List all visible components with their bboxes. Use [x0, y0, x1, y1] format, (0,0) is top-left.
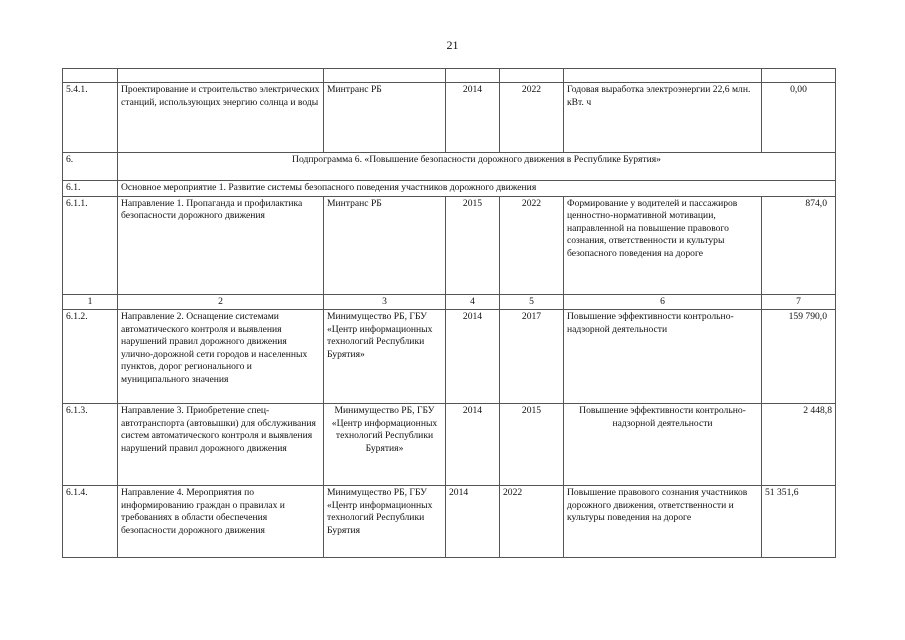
column-number: 3 [324, 294, 446, 310]
row-amount: 159 790,0 [762, 310, 836, 404]
column-number: 1 [63, 294, 118, 310]
row-start-year: 2015 [446, 196, 500, 294]
row-amount: 874,0 [762, 196, 836, 294]
row-start-year: 2014 [446, 83, 500, 153]
row-result: Годовая выработка электроэнергии 22,6 млн. кВт. ч [564, 83, 762, 153]
table-row-6-1-3 [63, 404, 836, 486]
column-number: 5 [500, 294, 564, 310]
row-code: 6.1.1. [63, 196, 118, 294]
row-name: Направление 4. Мероприятия по информированию граждан о правилах и требованиях в области обеспечения безопасности дорожного движения [118, 486, 324, 558]
table-row-6-1-4 [63, 486, 836, 558]
row-start-year: 2014 [446, 310, 500, 404]
column-number-row [63, 294, 836, 310]
row-executor: Минимущество РБ, ГБУ «Центр информационных технологий Республики Бурятия» [324, 310, 446, 404]
subprogram-title: Подпрограмма 6. «Повышение безопасности дорожного движения в Республике Бурятия» [118, 153, 836, 181]
row-result: Повышение правового сознания участников дорожного движения, ответственности и культуры поведения на дороге [564, 486, 762, 558]
row-amount: 0,00 [762, 83, 836, 153]
page-number: 21 [446, 38, 459, 52]
row-result: Повышение эффективности контрольно-надзорной деятельности [564, 404, 762, 486]
row-name: Направление 2. Оснащение системами автоматического контроля и выявления нарушений правил дорожного движения улично-дорожной сети городов и населенных пунктов, дорог регионального и муниципального значения [118, 310, 324, 404]
program-table [62, 68, 836, 558]
table-row-6-1-1 [63, 196, 836, 294]
row-executor: Минтранс РБ [324, 83, 446, 153]
table-row-6-1 [63, 181, 836, 197]
table-row-empty-top [63, 69, 836, 83]
main-activity-title: Основное мероприятие 1. Развитие системы безопасного поведения участников дорожного движения [118, 181, 836, 197]
row-name: Проектирование и строительство электрических станций, использующих энергию солнца и воды [118, 83, 324, 153]
row-amount: 2 448,8 [762, 404, 836, 486]
row-code: 5.4.1. [63, 83, 118, 153]
row-executor: Минтранс РБ [324, 196, 446, 294]
row-code: 6. [63, 153, 118, 181]
row-end-year: 2022 [500, 196, 564, 294]
row-name: Направление 3. Приобретение спец-автотранспорта (автовышки) для обслуживания систем автоматического контроля и выявления нарушений правил дорожного движения [118, 404, 324, 486]
row-end-year: 2017 [500, 310, 564, 404]
row-start-year: 2014 [446, 486, 500, 558]
column-number: 2 [118, 294, 324, 310]
row-executor: Минимущество РБ, ГБУ «Центр информационных технологий Республики Бурятия [324, 486, 446, 558]
row-start-year: 2014 [446, 404, 500, 486]
row-result: Повышение эффективности контрольно-надзорной деятельности [564, 310, 762, 404]
table-row-6 [63, 153, 836, 181]
table-row-6-1-2 [63, 310, 836, 404]
row-end-year: 2022 [500, 486, 564, 558]
table-row-5-4-1 [63, 83, 836, 153]
row-result: Формирование у водителей и пассажиров ценностно-нормативной мотивации, направленной на повышение правового сознания, ответственности и культуры безопасного поведения на дороге [564, 196, 762, 294]
column-number: 4 [446, 294, 500, 310]
column-number: 7 [762, 294, 836, 310]
row-name: Направление 1. Пропаганда и профилактика безопасности дорожного движения [118, 196, 324, 294]
row-end-year: 2015 [500, 404, 564, 486]
row-executor: Минимущество РБ, ГБУ «Центр информационных технологий Республики Бурятия» [324, 404, 446, 486]
row-code: 6.1.4. [63, 486, 118, 558]
row-code: 6.1. [63, 181, 118, 197]
column-number: 6 [564, 294, 762, 310]
row-amount: 51 351,6 [762, 486, 836, 558]
row-code: 6.1.2. [63, 310, 118, 404]
row-end-year: 2022 [500, 83, 564, 153]
row-code: 6.1.3. [63, 404, 118, 486]
